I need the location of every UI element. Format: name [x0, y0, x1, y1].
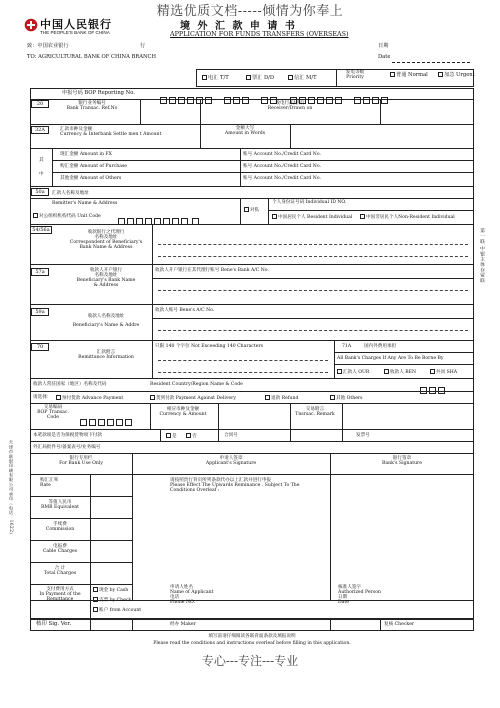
ben-checkbox[interactable]: [384, 369, 389, 374]
footer-cn: 填写前请仔细阅读各联背面条款及填报说明: [208, 634, 296, 639]
normal-checkbox[interactable]: [390, 72, 395, 77]
mt-checkbox[interactable]: [288, 75, 293, 80]
txn-remark-label: 交易附言 Tnsrsac. Remark: [295, 407, 335, 418]
side-right-text: 第一联 中银主体存留联: [479, 228, 484, 284]
txn-currency-label: 相应币种及金额 Currency & Amount: [159, 407, 207, 418]
other-amount-label: 其他金额 Amount of Others: [60, 176, 122, 181]
nonresident-label: 中国非居民个人Non-Resident Individual: [366, 215, 455, 220]
country-code-boxes[interactable]: [420, 380, 447, 399]
tag-70: 70: [31, 343, 49, 351]
tag-32a: 32A: [31, 126, 49, 134]
private-label: 对私: [250, 208, 260, 213]
remittance-info-label: 汇款附言 Remittance Information: [78, 350, 134, 361]
currency-label: 汇款币种及金额 Currency & Interbank Settle men t Amount: [60, 127, 162, 138]
bene-acct-label: 收款人账号 Bene's A/C No.: [155, 308, 215, 313]
cable-label: 电报费 Cable Charges: [42, 544, 78, 555]
urgent-checkbox[interactable]: [438, 72, 443, 77]
to-cn: 致：中国农业银行: [27, 43, 69, 49]
side-left-text: 天津市联银印刷有限公司承印（电话：1622）: [9, 440, 14, 538]
urgent-label: 加急 Urgent: [444, 72, 475, 78]
remittance-limit-label: 只限 140 个字位 Not Exceeding 140 Characters: [155, 344, 263, 349]
footer-en: Please read the conditions and instructions overleaf before filling in this application.: [153, 641, 351, 646]
bene-name-label: 收款人名称及地址 Beneficiary's Name & Addre: [72, 314, 140, 329]
rmb-label: 等值人民币 RMB Equivalent: [40, 500, 80, 511]
others-label: 其他 Others: [336, 396, 363, 401]
sig-verify-label: 核印 Sig. Ver.: [36, 621, 72, 627]
fx-amount-label: 现汇金额 Amount in FX: [60, 152, 112, 157]
amount-words-label: 金额大写 Amount in Words: [224, 126, 266, 137]
invoice-label: 发票号: [356, 433, 370, 438]
tag-54: 54/56a: [30, 226, 52, 234]
sha-checkbox[interactable]: [430, 369, 435, 374]
applicant-instruction: 请按照贵行背页所列条款代办以上汇款并进行申报 Please Effect The Upwards Reminance . Subject To The Conditions Overleaf :: [170, 478, 300, 494]
applicant-name-label: 申请人姓名 Name of Applicant 电话 Phone NO.: [170, 585, 214, 606]
individual-id-label: 个人身份证号码 Individual ID NO.: [272, 200, 347, 205]
customs-no-label: 否: [192, 434, 197, 439]
resident-checkbox[interactable]: [272, 214, 277, 219]
purchase-amount-label: 购汇金额 Amount of Purchase: [60, 164, 128, 169]
checker-label: 复核 Checker: [384, 622, 415, 627]
bank-sig-title: 银行签章 Bank's Signature: [382, 456, 422, 467]
maker-label: 经办 Maker: [170, 622, 196, 627]
priority-label: 发电等级 Priority: [345, 70, 365, 81]
watermark-bottom: 专心---专注---专业: [201, 654, 299, 668]
account-pay-label: 账户 from Account: [99, 608, 142, 613]
tag-57a: 57a: [31, 268, 49, 276]
tt-checkbox[interactable]: [202, 75, 207, 80]
bank-ref-label: 银行业务编号 Bank Transac. Ref.No: [66, 101, 118, 112]
tag-71a: 71A: [342, 344, 352, 349]
fee-en-label: All Bank's Charges If Any Are To Be Borne By: [337, 356, 444, 361]
date-cn: 日期: [378, 43, 389, 49]
customs-no-checkbox[interactable]: [186, 433, 191, 438]
fee-label: 国内外费用承担: [364, 344, 397, 349]
amounts-side-bottom: 中: [39, 172, 44, 177]
country-label: 收款人常驻国家（地区）名称及代码: [33, 382, 107, 387]
org-code-boxes[interactable]: -: [118, 211, 201, 230]
dd-label: 票汇 D/D: [252, 75, 275, 81]
bank-name-en: THE PEOPLE'S BANK OF CHINA: [40, 30, 110, 35]
mt-label: 信汇 M/T: [294, 75, 317, 81]
delivery-label: 货到付款 Payment Against Delivery: [156, 396, 236, 401]
account-others-label: 账号 Account No./Credit Card No.: [243, 176, 321, 181]
tt-label: 电汇 T/T: [208, 75, 229, 81]
payment-label: 支付费用方式 In Payment of the Remittance: [39, 587, 81, 603]
approval-label: 外汇局批件号/备案表号/业务编号: [33, 445, 101, 450]
account-fx-label: 账号 Account No./Credit Card No.: [243, 152, 321, 157]
private-checkbox[interactable]: [244, 207, 249, 212]
customs-yes-label: 是: [172, 434, 177, 439]
bank-name-cn: 中国人民银行: [40, 18, 112, 31]
cash-label: 现金 by Cash: [99, 588, 129, 593]
bank-auth-label: 核准人签字 Authorized Person 日期 Date: [338, 585, 381, 606]
customs-yes-checkbox[interactable]: [166, 433, 171, 438]
bop-code-label: 交易编码 BOP Transac. Code: [37, 405, 69, 421]
to-cn-suffix: 行: [140, 43, 146, 49]
ben-label: 收款人 BEN: [390, 370, 416, 375]
commission-label: 手续费 Commission: [45, 522, 75, 533]
customs-label: 本笔款项是否为保税货物项下付款: [33, 433, 102, 438]
refund-label: 退款 Refund: [271, 396, 299, 401]
remitter-label: 汇款人名称及地址 Remitter's Name & Address: [52, 191, 118, 207]
cash-checkbox[interactable]: [93, 587, 98, 592]
normal-label: 普通 Normal: [396, 72, 428, 78]
org-checkbox[interactable]: [33, 213, 38, 218]
total-label: 合 计 Total Charges: [43, 566, 77, 577]
account-purchase-label: 账号 Account No./Credit Card No.: [243, 164, 321, 169]
others-checkbox[interactable]: [330, 395, 335, 400]
to-en: TO: AGRICULTURAL BANK OF CHINA BRANCH: [27, 54, 156, 60]
rate-label: 购汇汇率 Rate: [40, 478, 59, 489]
form-title-en: APPLICATION FOR FUNDS TRANSFERS (OVERSEAS): [170, 30, 349, 38]
bene-bank-label: 收款人开户银行 名称及地址 Beneficiary's Bank Name & Address: [76, 268, 136, 289]
our-checkbox[interactable]: [337, 369, 342, 374]
country-en-label: Resident Country/Region Name & Code: [150, 382, 243, 387]
delivery-checkbox[interactable]: [150, 395, 155, 400]
form-title-cn: 境 外 汇 款 申 请 书: [180, 21, 297, 32]
our-label: 汇款人 OUR: [343, 370, 370, 375]
dd-checkbox[interactable]: [246, 75, 251, 80]
amounts-side-top: 其: [39, 158, 44, 163]
advance-label: 预付货款 Advance Payment: [62, 396, 124, 401]
tag-59a: 59a: [31, 308, 49, 316]
tag-20: 20: [31, 100, 49, 108]
check-label: 支票 by Check: [99, 598, 132, 603]
nonresident-checkbox[interactable]: [360, 214, 365, 219]
date-en: Date: [378, 54, 391, 60]
bank-logo-icon: [24, 17, 38, 31]
watermark-top: 精选优质文档-----倾情为你奉上: [156, 4, 344, 19]
receiver-label: 收电行/付款行 Receiver/Drawn on: [267, 101, 313, 112]
sha-label: 共同 SHA: [436, 370, 458, 375]
nature-label: 请选择：: [33, 395, 52, 400]
refund-checkbox[interactable]: [265, 395, 270, 400]
resident-label: 中国居民个人 Resident Individual: [278, 215, 353, 220]
tag-50a: 50a: [31, 188, 49, 196]
bene-bank-acct-label: 收款人开户银行在其代理行账号 Bene's Bank A/C No.: [155, 268, 269, 273]
bop-label: 申报号码 BOP Reporting No.: [62, 90, 135, 96]
applicant-sig-title: 申请人签章 Applicant's Signature: [205, 456, 257, 467]
contract-label: 合同号: [224, 433, 238, 438]
bank-use-title: 银行专用栏 For Bank Use Only: [59, 456, 103, 467]
advance-checkbox[interactable]: [56, 395, 61, 400]
correspondent-label: 收款银行之代理行 名称及地址 Correspondent of Beneficiary's Bank Name & Address: [69, 230, 143, 251]
org-code-label: 对公组织机构代码 Unit Code: [39, 214, 101, 219]
